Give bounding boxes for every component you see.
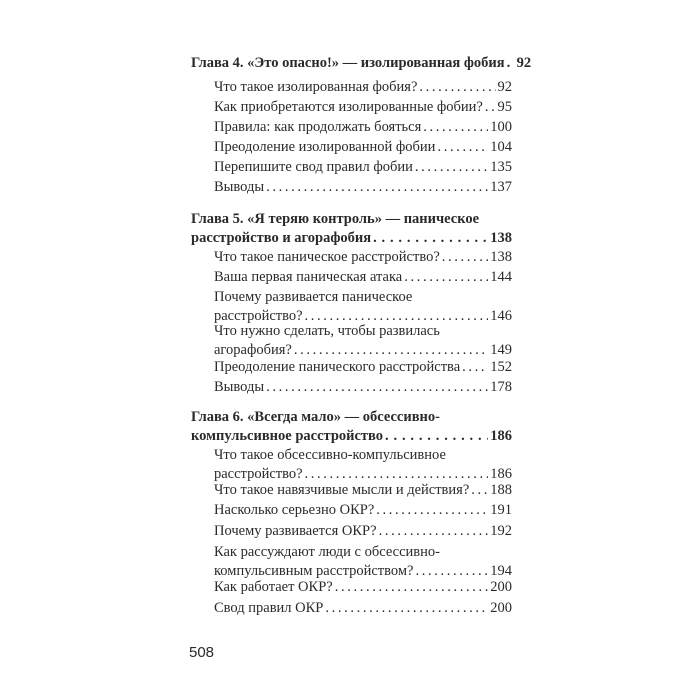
toc-item — [214, 248, 512, 267]
item-title: Правила: как продолжать бояться — [214, 119, 422, 135]
page-ref: 138 — [490, 249, 512, 265]
item-title: Ваша первая паническая атака — [214, 269, 403, 285]
dot-leader — [325, 599, 488, 618]
page-ref: 138 — [490, 230, 512, 246]
dot-leader — [376, 501, 488, 520]
item-title: Что такое паническое расстройство? — [214, 249, 440, 265]
item-title: Что такое навязчивые мысли и действия? — [214, 482, 470, 498]
toc-item — [214, 599, 512, 618]
toc-item — [214, 481, 512, 500]
toc-item — [214, 158, 512, 177]
item-title: Насколько серьезно ОКР? — [214, 502, 375, 518]
page-ref: 152 — [490, 359, 512, 375]
page-ref: 100 — [490, 119, 512, 135]
toc-item — [214, 288, 512, 326]
dot-leader — [385, 427, 488, 446]
dot-leader — [373, 229, 488, 248]
item-title: Как приобретаются изолированные фобии? — [214, 99, 483, 115]
dot-leader — [471, 481, 488, 500]
dot-leader — [379, 522, 489, 541]
page-ref: 149 — [490, 342, 512, 358]
toc-item — [214, 522, 512, 541]
item-title: Что нужно сделать, чтобы развилась — [214, 323, 440, 339]
toc-item — [214, 358, 512, 377]
page-ref: 186 — [490, 428, 512, 444]
dot-leader — [266, 378, 488, 397]
page-ref: 104 — [490, 139, 512, 155]
item-title: Перепишите свод правил фобии — [214, 159, 413, 175]
page-ref: 137 — [490, 179, 512, 195]
item-title-continued: расстройство? — [214, 308, 303, 324]
toc-item — [214, 138, 512, 157]
item-title: Преодоление панического расстройства — [214, 359, 461, 375]
toc-item — [214, 446, 512, 484]
page-ref: 92 — [516, 55, 532, 71]
dot-leader — [266, 178, 488, 197]
toc-item — [214, 501, 512, 520]
page-ref: 146 — [490, 308, 512, 324]
page-ref: 144 — [490, 269, 512, 285]
item-title: Выводы — [214, 379, 265, 395]
dot-leader — [485, 98, 496, 117]
page-ref: 194 — [490, 563, 512, 579]
page-ref: 92 — [497, 79, 512, 95]
toc-item — [214, 543, 512, 581]
item-title: Что такое изолированная фобия? — [214, 79, 418, 95]
page-number: 508 — [189, 644, 215, 661]
toc-item — [214, 268, 512, 287]
item-title: Что такое обсессивно-компульсивное — [214, 447, 446, 463]
page-ref: 200 — [490, 600, 512, 616]
toc-item — [214, 118, 512, 137]
chapter-title: Глава 6. «Всегда мало» — обсессивно- — [191, 409, 440, 425]
toc-item — [214, 98, 512, 117]
item-title: Преодоление изолированной фобии — [214, 139, 436, 155]
item-title: Выводы — [214, 179, 265, 195]
dot-leader — [404, 268, 488, 287]
page-ref: 188 — [490, 482, 512, 498]
chapter-title-continued: компульсивное расстройство — [191, 428, 384, 444]
item-title: Как рассуждают люди с обсессивно- — [214, 544, 440, 560]
item-title: Почему развивается паническое — [214, 289, 413, 305]
page-ref: 186 — [490, 466, 512, 482]
item-title-continued: агорафобия? — [214, 342, 292, 358]
item-title: Почему развивается ОКР? — [214, 523, 377, 539]
toc-item — [214, 78, 512, 97]
page-ref: 178 — [490, 379, 512, 395]
page-ref: 200 — [490, 579, 512, 595]
toc-chapter-4 — [191, 54, 532, 73]
page-ref: 191 — [490, 502, 512, 518]
dot-leader — [442, 248, 488, 267]
dot-leader — [419, 78, 495, 97]
chapter-title-continued: расстройство и агорафобия — [191, 230, 372, 246]
dot-leader — [415, 158, 488, 177]
item-title-continued: расстройство? — [214, 466, 303, 482]
dot-leader — [462, 358, 488, 377]
chapter-title: Глава 5. «Я теряю контроль» — паническое — [191, 211, 480, 227]
toc-item — [214, 578, 512, 597]
page-ref: 192 — [490, 523, 512, 539]
toc-chapter-6 — [191, 408, 512, 446]
dot-leader — [335, 578, 489, 597]
item-title: Свод правил ОКР — [214, 600, 324, 616]
item-title-continued: компульсивным расстройством? — [214, 563, 414, 579]
page-ref: 95 — [497, 99, 512, 115]
toc-chapter-5 — [191, 210, 512, 248]
toc-item — [214, 378, 512, 397]
item-title: Как работает ОКР? — [214, 579, 333, 595]
dot-leader — [437, 138, 488, 157]
toc-item — [214, 322, 512, 360]
dot-leader — [423, 118, 488, 137]
page-ref: 135 — [490, 159, 512, 175]
dot-leader — [507, 54, 515, 73]
toc-item — [214, 178, 512, 197]
chapter-title: Глава 4. «Это опасно!» — изолированная фобия — [191, 55, 505, 71]
